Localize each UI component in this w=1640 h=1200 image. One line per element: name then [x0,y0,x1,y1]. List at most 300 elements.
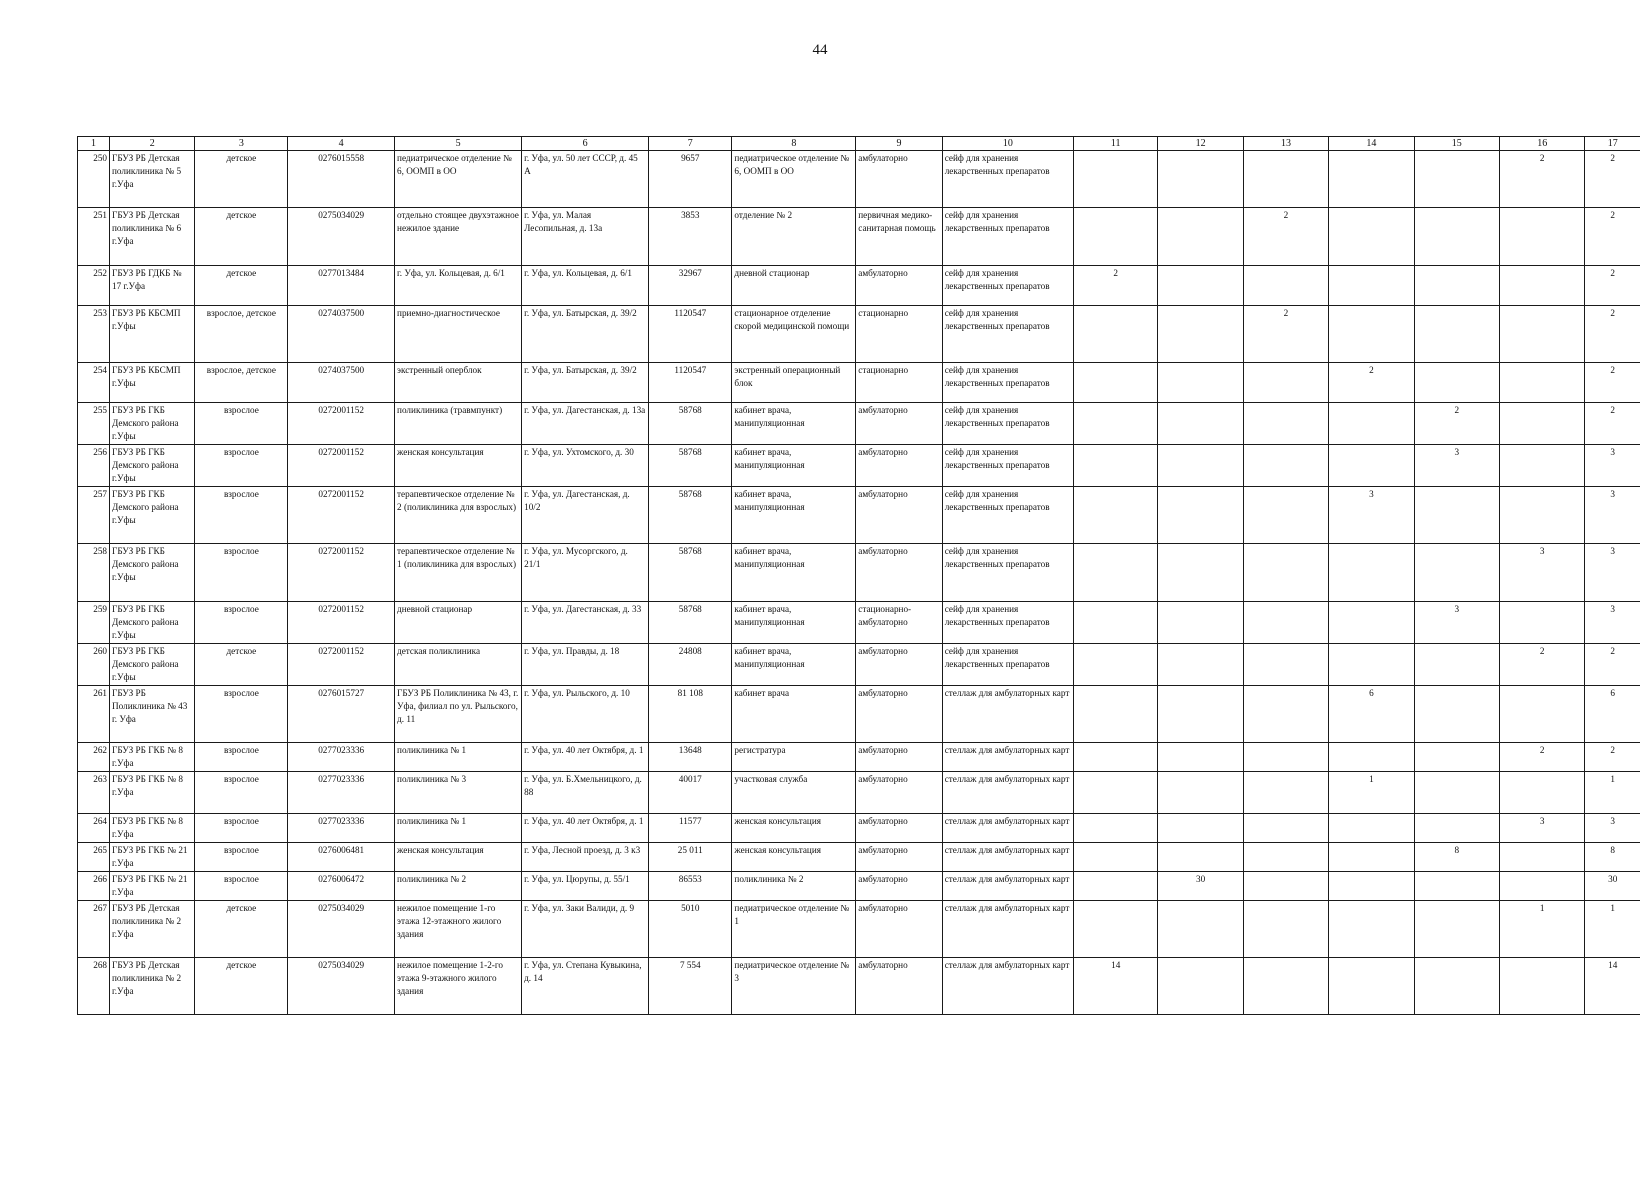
column-header: 17 [1585,137,1640,151]
subdivision-cell: педиатрическое отделение № 6, ООМП в ОО [395,151,522,208]
count-col-14: 2 [1329,363,1414,403]
count-col-15 [1414,208,1499,266]
organization-cell: ГБУЗ РБ Детская поликлиника № 5 г.Уфа [110,151,195,208]
column-header: 3 [195,137,288,151]
count-col-12 [1158,487,1243,544]
organization-cell: ГБУЗ РБ ГКБ Демского района г.Уфы [110,445,195,487]
code-cell: 40017 [649,772,732,814]
row-number: 265 [78,843,110,872]
inn-cell: 0272001152 [288,644,395,686]
department-cell: педиатрическое отделение № 6, ООМП в ОО [732,151,856,208]
total-cell: 6 [1585,686,1640,743]
address-cell: г. Уфа, ул. Б.Хмельницкого, д. 88 [522,772,649,814]
total-cell: 2 [1585,306,1640,363]
count-col-14 [1329,901,1414,958]
organization-cell: ГБУЗ РБ ГКБ Демского района г.Уфы [110,544,195,602]
count-col-11 [1074,686,1158,743]
population-type-cell: взрослое, детское [195,363,288,403]
count-col-16 [1499,686,1584,743]
population-type-cell: детское [195,266,288,306]
register-table [77,136,1640,1015]
equipment-cell: стеллаж для амбулаторных карт [942,743,1073,772]
population-type-cell: взрослое [195,772,288,814]
count-col-13 [1243,363,1328,403]
population-type-cell: взрослое [195,872,288,901]
population-type-cell: взрослое [195,843,288,872]
care-mode-cell: амбулаторно [856,544,942,602]
row-number: 260 [78,644,110,686]
organization-cell: ГБУЗ РБ ГКБ № 8 г.Уфа [110,814,195,843]
count-col-14 [1329,602,1414,644]
row-number: 258 [78,544,110,602]
column-header: 9 [856,137,942,151]
address-cell: г. Уфа, ул. 40 лет Октября, д. 1 [522,814,649,843]
department-cell: участковая служба [732,772,856,814]
count-col-14 [1329,872,1414,901]
column-header: 11 [1074,137,1158,151]
total-cell: 3 [1585,445,1640,487]
organization-cell: ГБУЗ РБ ГКБ № 8 г.Уфа [110,772,195,814]
subdivision-cell: ГБУЗ РБ Поликлиника № 43, г. Уфа, филиал по ул. Рыльского, д. 11 [395,686,522,743]
subdivision-cell: экстренный оперблок [395,363,522,403]
address-cell: г. Уфа, ул. 50 лет СССР, д. 45 А [522,151,649,208]
count-col-12 [1158,814,1243,843]
subdivision-cell: приемно-диагностическое [395,306,522,363]
row-number: 266 [78,872,110,901]
subdivision-cell: нежилое помещение 1-2-го этажа 9-этажного жилого здания [395,958,522,1015]
inn-cell: 0275034029 [288,901,395,958]
equipment-cell: стеллаж для амбулаторных карт [942,814,1073,843]
subdivision-cell: детская поликлиника [395,644,522,686]
code-cell: 13648 [649,743,732,772]
care-mode-cell: первичная медико-санитарная помощь [856,208,942,266]
address-cell: г. Уфа, ул. Заки Валиди, д. 9 [522,901,649,958]
inn-cell: 0276006472 [288,872,395,901]
count-col-16 [1499,872,1584,901]
equipment-cell: сейф для хранения лекарственных препаратов [942,363,1073,403]
count-col-13 [1243,403,1328,445]
count-col-13 [1243,843,1328,872]
count-col-16 [1499,445,1584,487]
total-cell: 30 [1585,872,1640,901]
count-col-15 [1414,266,1499,306]
department-cell: кабинет врача, манипуляционная [732,602,856,644]
column-number-row [78,137,1640,151]
count-col-15 [1414,306,1499,363]
count-col-12 [1158,151,1243,208]
code-cell: 86553 [649,872,732,901]
total-cell: 2 [1585,403,1640,445]
subdivision-cell: поликлиника № 2 [395,872,522,901]
count-col-16: 3 [1499,544,1584,602]
count-col-15 [1414,644,1499,686]
row-number: 267 [78,901,110,958]
count-col-15 [1414,901,1499,958]
code-cell: 58768 [649,602,732,644]
count-col-13 [1243,772,1328,814]
count-col-14 [1329,208,1414,266]
row-number: 251 [78,208,110,266]
total-cell: 3 [1585,544,1640,602]
row-number: 254 [78,363,110,403]
inn-cell: 0276006481 [288,843,395,872]
table-row [78,901,1640,958]
equipment-cell: стеллаж для амбулаторных карт [942,958,1073,1015]
department-cell: поликлиника № 2 [732,872,856,901]
population-type-cell: детское [195,958,288,1015]
count-col-11 [1074,544,1158,602]
inn-cell: 0275034029 [288,208,395,266]
count-col-12 [1158,363,1243,403]
count-col-13 [1243,958,1328,1015]
count-col-13 [1243,872,1328,901]
column-header: 8 [732,137,856,151]
care-mode-cell: амбулаторно [856,445,942,487]
population-type-cell: взрослое [195,487,288,544]
count-col-15: 2 [1414,403,1499,445]
count-col-14 [1329,306,1414,363]
organization-cell: ГБУЗ РБ ГКБ Демского района г.Уфы [110,644,195,686]
code-cell: 32967 [649,266,732,306]
column-header: 7 [649,137,732,151]
total-cell: 2 [1585,208,1640,266]
row-number: 253 [78,306,110,363]
equipment-cell: сейф для хранения лекарственных препаратов [942,487,1073,544]
population-type-cell: взрослое, детское [195,306,288,363]
organization-cell: ГБУЗ РБ ГДКБ № 17 г.Уфа [110,266,195,306]
table-row [78,772,1640,814]
address-cell: г. Уфа, ул. 40 лет Октября, д. 1 [522,743,649,772]
organization-cell: ГБУЗ РБ ГКБ Демского района г.Уфы [110,487,195,544]
address-cell: г. Уфа, ул. Кольцевая, д. 6/1 [522,266,649,306]
population-type-cell: взрослое [195,686,288,743]
organization-cell: ГБУЗ РБ ГКБ № 21 г.Уфа [110,843,195,872]
register-body [78,151,1640,1015]
row-number: 252 [78,266,110,306]
inn-cell: 0274037500 [288,363,395,403]
row-number: 262 [78,743,110,772]
inn-cell: 0274037500 [288,306,395,363]
subdivision-cell: терапевтическое отделение № 2 (поликлиника для взрослых) [395,487,522,544]
count-col-13: 2 [1243,208,1328,266]
address-cell: г. Уфа, ул. Дагестанская, д. 33 [522,602,649,644]
count-col-13 [1243,602,1328,644]
address-cell: г. Уфа, ул. Мусоргского, д. 21/1 [522,544,649,602]
count-col-11 [1074,644,1158,686]
code-cell: 11577 [649,814,732,843]
code-cell: 1120547 [649,363,732,403]
care-mode-cell: стационарно-амбулаторно [856,602,942,644]
department-cell: педиатрическое отделение № 3 [732,958,856,1015]
population-type-cell: взрослое [195,743,288,772]
department-cell: дневной стационар [732,266,856,306]
table-row [78,958,1640,1015]
count-col-14 [1329,544,1414,602]
care-mode-cell: амбулаторно [856,772,942,814]
count-col-12 [1158,544,1243,602]
table-row [78,363,1640,403]
total-cell: 2 [1585,743,1640,772]
count-col-16 [1499,487,1584,544]
count-col-14 [1329,743,1414,772]
table-row [78,151,1640,208]
organization-cell: ГБУЗ РБ ГКБ № 21 г.Уфа [110,872,195,901]
address-cell: г. Уфа, ул. Ухтомского, д. 30 [522,445,649,487]
count-col-12 [1158,445,1243,487]
subdivision-cell: отдельно стоящее двухэтажное нежилое здание [395,208,522,266]
count-col-13 [1243,686,1328,743]
count-col-16 [1499,403,1584,445]
count-col-11 [1074,814,1158,843]
row-number: 263 [78,772,110,814]
care-mode-cell: амбулаторно [856,403,942,445]
care-mode-cell: амбулаторно [856,958,942,1015]
care-mode-cell: амбулаторно [856,644,942,686]
table-row [78,686,1640,743]
code-cell: 58768 [649,445,732,487]
count-col-13 [1243,901,1328,958]
care-mode-cell: амбулаторно [856,266,942,306]
column-header: 2 [110,137,195,151]
count-col-11 [1074,872,1158,901]
column-header: 4 [288,137,395,151]
inn-cell: 0272001152 [288,544,395,602]
row-number: 256 [78,445,110,487]
population-type-cell: взрослое [195,403,288,445]
count-col-14 [1329,958,1414,1015]
inn-cell: 0277023336 [288,814,395,843]
address-cell: г. Уфа, Лесной проезд, д. 3 к3 [522,843,649,872]
count-col-14 [1329,644,1414,686]
count-col-13 [1243,487,1328,544]
count-col-15: 8 [1414,843,1499,872]
table-row [78,306,1640,363]
table-row [78,403,1640,445]
subdivision-cell: поликлиника (травмпункт) [395,403,522,445]
equipment-cell: стеллаж для амбулаторных карт [942,772,1073,814]
care-mode-cell: амбулаторно [856,901,942,958]
department-cell: экстренный операционный блок [732,363,856,403]
column-header: 10 [942,137,1073,151]
department-cell: регистратура [732,743,856,772]
code-cell: 58768 [649,544,732,602]
count-col-13 [1243,544,1328,602]
code-cell: 58768 [649,487,732,544]
count-col-11 [1074,487,1158,544]
count-col-16 [1499,266,1584,306]
care-mode-cell: стационарно [856,363,942,403]
organization-cell: ГБУЗ РБ ГКБ № 8 г.Уфа [110,743,195,772]
organization-cell: ГБУЗ РБ Поликлиника № 43 г. Уфа [110,686,195,743]
count-col-13: 2 [1243,306,1328,363]
code-cell: 58768 [649,403,732,445]
count-col-12 [1158,958,1243,1015]
count-col-16 [1499,208,1584,266]
row-number: 250 [78,151,110,208]
organization-cell: ГБУЗ РБ ГКБ Демского района г.Уфы [110,602,195,644]
count-col-15: 3 [1414,602,1499,644]
count-col-11 [1074,363,1158,403]
subdivision-cell: терапевтическое отделение № 1 (поликлиника для взрослых) [395,544,522,602]
table-row [78,445,1640,487]
address-cell: г. Уфа, ул. Дагестанская, д. 10/2 [522,487,649,544]
count-col-16: 2 [1499,644,1584,686]
count-col-12 [1158,602,1243,644]
subdivision-cell: поликлиника № 1 [395,814,522,843]
count-col-12 [1158,772,1243,814]
department-cell: кабинет врача, манипуляционная [732,445,856,487]
population-type-cell: детское [195,208,288,266]
code-cell: 24808 [649,644,732,686]
count-col-14 [1329,266,1414,306]
count-col-11 [1074,151,1158,208]
equipment-cell: сейф для хранения лекарственных препаратов [942,208,1073,266]
count-col-12 [1158,266,1243,306]
population-type-cell: взрослое [195,602,288,644]
row-number: 261 [78,686,110,743]
count-col-11 [1074,843,1158,872]
table-row [78,843,1640,872]
inn-cell: 0277023336 [288,743,395,772]
care-mode-cell: амбулаторно [856,872,942,901]
code-cell: 5010 [649,901,732,958]
organization-cell: ГБУЗ РБ КБСМП г.Уфы [110,363,195,403]
population-type-cell: взрослое [195,544,288,602]
inn-cell: 0276015558 [288,151,395,208]
count-col-15 [1414,872,1499,901]
care-mode-cell: амбулаторно [856,814,942,843]
address-cell: г. Уфа, ул. Правды, д. 18 [522,644,649,686]
count-col-16: 2 [1499,151,1584,208]
equipment-cell: сейф для хранения лекарственных препаратов [942,306,1073,363]
code-cell: 25 011 [649,843,732,872]
count-col-15 [1414,686,1499,743]
count-col-15: 3 [1414,445,1499,487]
column-header: 12 [1158,137,1243,151]
column-header: 1 [78,137,110,151]
address-cell: г. Уфа, ул. Степана Кувыкина, д. 14 [522,958,649,1015]
total-cell: 14 [1585,958,1640,1015]
count-col-14: 1 [1329,772,1414,814]
row-number: 257 [78,487,110,544]
table-row [78,544,1640,602]
equipment-cell: стеллаж для амбулаторных карт [942,901,1073,958]
table-row [78,872,1640,901]
code-cell: 1120547 [649,306,732,363]
equipment-cell: сейф для хранения лекарственных препаратов [942,266,1073,306]
count-col-11 [1074,208,1158,266]
subdivision-cell: поликлиника № 3 [395,772,522,814]
inn-cell: 0277023336 [288,772,395,814]
organization-cell: ГБУЗ РБ Детская поликлиника № 6 г.Уфа [110,208,195,266]
column-header: 15 [1414,137,1499,151]
column-header: 13 [1243,137,1328,151]
column-header: 16 [1499,137,1584,151]
total-cell: 3 [1585,602,1640,644]
count-col-15 [1414,814,1499,843]
table-row [78,208,1640,266]
count-col-15 [1414,772,1499,814]
count-col-11 [1074,306,1158,363]
count-col-12 [1158,743,1243,772]
equipment-cell: сейф для хранения лекарственных препаратов [942,151,1073,208]
row-number: 268 [78,958,110,1015]
count-col-12 [1158,901,1243,958]
count-col-15 [1414,544,1499,602]
table-row [78,644,1640,686]
organization-cell: ГБУЗ РБ КБСМП г.Уфы [110,306,195,363]
count-col-13 [1243,743,1328,772]
count-col-16 [1499,363,1584,403]
equipment-cell: сейф для хранения лекарственных препаратов [942,544,1073,602]
department-cell: педиатрическое отделение № 1 [732,901,856,958]
count-col-11: 2 [1074,266,1158,306]
count-col-16 [1499,306,1584,363]
count-col-11 [1074,901,1158,958]
count-col-13 [1243,644,1328,686]
count-col-16 [1499,843,1584,872]
count-col-16: 2 [1499,743,1584,772]
department-cell: отделение № 2 [732,208,856,266]
address-cell: г. Уфа, ул. Дагестанская, д. 13а [522,403,649,445]
equipment-cell: стеллаж для амбулаторных карт [942,686,1073,743]
address-cell: г. Уфа, ул. Рыльского, д. 10 [522,686,649,743]
equipment-cell: сейф для хранения лекарственных препаратов [942,445,1073,487]
count-col-15 [1414,958,1499,1015]
count-col-14: 6 [1329,686,1414,743]
department-cell: кабинет врача, манипуляционная [732,403,856,445]
department-cell: кабинет врача, манипуляционная [732,544,856,602]
total-cell: 2 [1585,363,1640,403]
count-col-16 [1499,602,1584,644]
total-cell: 2 [1585,644,1640,686]
code-cell: 9657 [649,151,732,208]
subdivision-cell: г. Уфа, ул. Кольцевая, д. 6/1 [395,266,522,306]
equipment-cell: стеллаж для амбулаторных карт [942,872,1073,901]
count-col-11: 14 [1074,958,1158,1015]
total-cell: 3 [1585,487,1640,544]
count-col-16 [1499,958,1584,1015]
table-row [78,602,1640,644]
count-col-14 [1329,843,1414,872]
care-mode-cell: амбулаторно [856,151,942,208]
page-number: 44 [812,42,828,58]
column-header: 5 [395,137,522,151]
inn-cell: 0272001152 [288,445,395,487]
count-col-14 [1329,151,1414,208]
address-cell: г. Уфа, ул. Малая Лесопильная, д. 13а [522,208,649,266]
inn-cell: 0272001152 [288,403,395,445]
subdivision-cell: нежилое помещение 1-го этажа 12-этажного жилого здания [395,901,522,958]
code-cell: 3853 [649,208,732,266]
count-col-16: 3 [1499,814,1584,843]
count-col-13 [1243,814,1328,843]
total-cell: 2 [1585,266,1640,306]
care-mode-cell: амбулаторно [856,743,942,772]
row-number: 255 [78,403,110,445]
total-cell: 8 [1585,843,1640,872]
address-cell: г. Уфа, ул. Цюрупы, д. 55/1 [522,872,649,901]
equipment-cell: сейф для хранения лекарственных препаратов [942,602,1073,644]
address-cell: г. Уфа, ул. Батырская, д. 39/2 [522,363,649,403]
inn-cell: 0277013484 [288,266,395,306]
department-cell: стационарное отделение скорой медицинской помощи [732,306,856,363]
department-cell: женская консультация [732,843,856,872]
count-col-15 [1414,743,1499,772]
table-row [78,743,1640,772]
population-type-cell: детское [195,901,288,958]
count-col-14 [1329,814,1414,843]
